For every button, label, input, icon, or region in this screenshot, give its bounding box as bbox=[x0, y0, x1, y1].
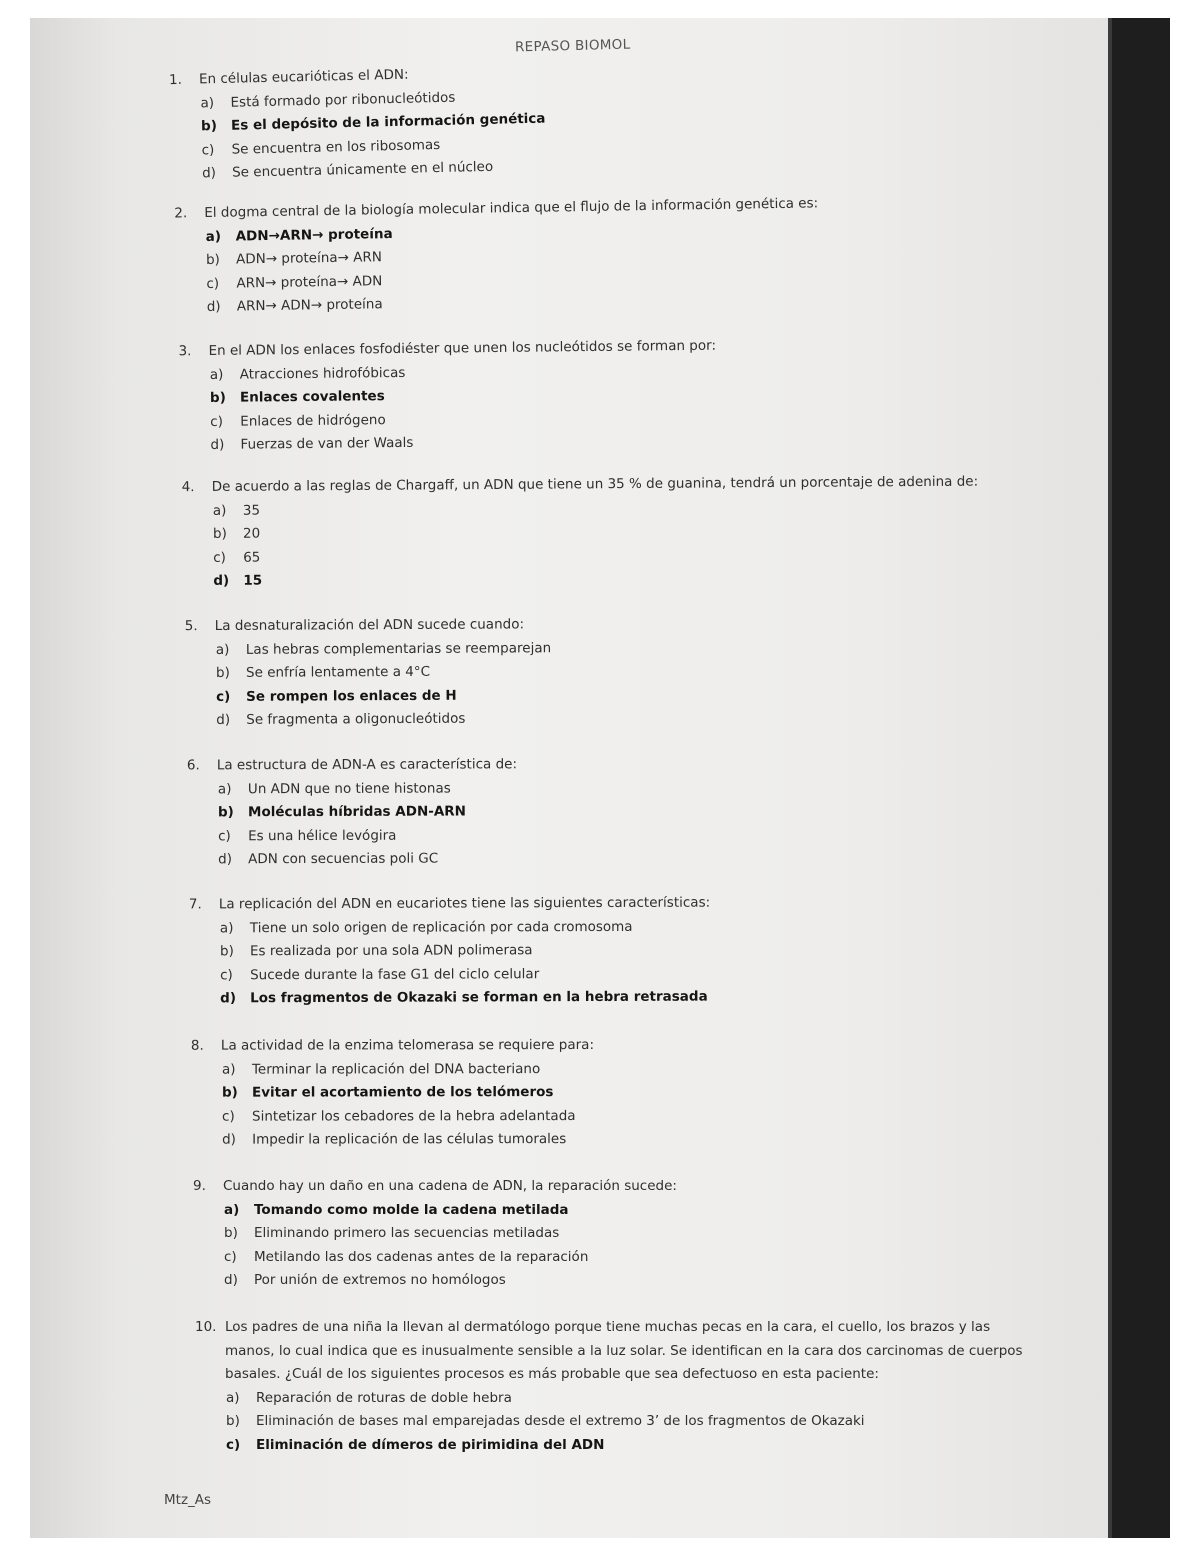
option-letter: a) bbox=[219, 919, 234, 936]
option-text: Metilando las dos cadenas antes de la reparación bbox=[254, 1248, 589, 1265]
option-letter: d) bbox=[201, 165, 217, 182]
option-text: ADN con secuencias poli GC bbox=[248, 850, 439, 868]
option-letter: d) bbox=[206, 298, 221, 315]
option-letter: b) bbox=[215, 664, 230, 681]
option-text: Enlaces de hidrógeno bbox=[240, 411, 386, 430]
question-7 bbox=[189, 891, 1009, 1011]
question-text: En células eucarióticas el ADN: bbox=[198, 66, 409, 88]
option-text: Se encuentra en los ribosomas bbox=[231, 136, 441, 158]
question-10 bbox=[195, 1316, 1025, 1457]
page-title: REPASO BIOMOL bbox=[514, 36, 631, 56]
option-letter: c) bbox=[216, 688, 231, 705]
option-text: 65 bbox=[243, 549, 261, 566]
option-9d bbox=[224, 1269, 1013, 1293]
option-letter: a) bbox=[224, 1201, 240, 1218]
option-text: Moléculas híbridas ADN-ARN bbox=[247, 803, 467, 821]
option-text: Tomando como molde la cadena metilada bbox=[254, 1201, 569, 1218]
option-9c bbox=[224, 1246, 1013, 1270]
option-text: Es una hélice levógira bbox=[248, 827, 397, 844]
option-8a bbox=[222, 1057, 1011, 1082]
question-number: 10. bbox=[195, 1319, 217, 1335]
option-letter: c) bbox=[222, 1108, 235, 1125]
option-9b bbox=[224, 1222, 1013, 1246]
option-text: Es realizada por una sola ADN polimerasa bbox=[249, 942, 533, 960]
question-6 bbox=[187, 752, 1007, 872]
option-9a bbox=[224, 1199, 1013, 1223]
option-8c bbox=[222, 1104, 1011, 1129]
option-letter: c) bbox=[213, 549, 226, 566]
option-letter: d) bbox=[216, 711, 231, 728]
option-letter: d) bbox=[213, 572, 230, 589]
question-5 bbox=[185, 611, 1006, 733]
question-number: 4. bbox=[181, 479, 195, 496]
option-letter: a) bbox=[209, 366, 224, 383]
option-text: 20 bbox=[242, 525, 261, 542]
option-letter: a) bbox=[215, 641, 230, 658]
option-6b bbox=[218, 799, 1007, 825]
question-text: La replicación del ADN en eucariotes tiene las siguientes características: bbox=[218, 894, 711, 913]
option-letter: d) bbox=[224, 1272, 238, 1288]
option-text: Reparación de roturas de doble hebra bbox=[256, 1389, 512, 1406]
option-7a bbox=[220, 914, 1009, 940]
question-2 bbox=[174, 190, 996, 320]
option-letter: c) bbox=[224, 1248, 237, 1265]
option-7c bbox=[220, 961, 1009, 987]
option-6c bbox=[218, 822, 1007, 848]
option-letter: a) bbox=[205, 228, 222, 245]
option-text: Las hebras complementarias se reemparejan bbox=[245, 639, 552, 658]
option-letter: c) bbox=[220, 966, 233, 983]
option-text: ARN→ proteína→ ADN bbox=[236, 272, 383, 291]
option-letter: a) bbox=[217, 780, 232, 797]
option-10b bbox=[226, 1410, 1025, 1434]
option-8b bbox=[222, 1080, 1011, 1105]
question-8 bbox=[191, 1033, 1011, 1152]
option-7d bbox=[220, 985, 1009, 1011]
question-4 bbox=[182, 470, 1083, 594]
option-4d bbox=[213, 564, 1082, 594]
option-letter: a) bbox=[200, 94, 215, 111]
option-letter: c) bbox=[218, 827, 231, 844]
question-text: Los padres de una niña la llevan al dermatólogo porque tiene muchas pecas en la cara, el cuello, los brazos y las manos, lo cual indica que es inusualmente sensible a la luz solar. Se identifican en la cara dos carcinomas de cuerpos basales. ¿Cuál de los siguientes procesos es más probable que sea defectuoso en esta paciente: bbox=[225, 1319, 1023, 1382]
option-text: Eliminación de bases mal emparejadas desde el extremo 3’ de los fragmentos de Okazaki bbox=[256, 1413, 865, 1429]
question-text: El dogma central de la biología molecular indica que el flujo de la información genética es: bbox=[204, 195, 819, 221]
question-text: Cuando hay un daño en una cadena de ADN, la reparación sucede: bbox=[223, 1178, 677, 1194]
option-letter: b) bbox=[224, 1225, 238, 1241]
option-text: ARN→ ADN→ proteína bbox=[236, 296, 383, 315]
option-text: Atracciones hidrofóbicas bbox=[239, 364, 406, 383]
option-text: Eliminación de dímeros de pirimidina del ADN bbox=[256, 1436, 605, 1453]
option-text: Un ADN que no tiene histonas bbox=[247, 780, 451, 797]
option-letter: a) bbox=[221, 1061, 236, 1078]
question-number: 3. bbox=[178, 343, 192, 360]
option-text: Enlaces covalentes bbox=[239, 388, 385, 406]
question-number: 9. bbox=[193, 1178, 206, 1194]
option-6d bbox=[218, 846, 1007, 872]
option-letter: a) bbox=[212, 502, 227, 519]
question-number: 7. bbox=[188, 896, 202, 913]
paper-sheet bbox=[30, 18, 1108, 1538]
option-text: Se enfría lentamente a 4°C bbox=[245, 663, 431, 681]
option-text: Es el depósito de la información genética bbox=[230, 110, 546, 134]
option-letter: d) bbox=[218, 851, 233, 868]
option-text: Los fragmentos de Okazaki se forman en la hebra retrasada bbox=[250, 988, 708, 1007]
question-number: 6. bbox=[186, 757, 200, 774]
option-letter: b) bbox=[209, 389, 226, 406]
option-text: Eliminando primero las secuencias metiladas bbox=[254, 1225, 560, 1241]
option-text: 35 bbox=[242, 502, 261, 519]
option-text: Por unión de extremos no homólogos bbox=[254, 1272, 506, 1288]
option-text: Sucede durante la fase G1 del ciclo celular bbox=[250, 965, 540, 983]
option-letter: b) bbox=[226, 1413, 240, 1429]
option-text: Se rompen los enlaces de H bbox=[246, 687, 457, 705]
option-5d bbox=[216, 705, 1005, 733]
option-letter: b) bbox=[205, 251, 221, 268]
option-text: Se encuentra únicamente en el núcleo bbox=[231, 158, 494, 181]
option-letter: b) bbox=[217, 804, 234, 821]
option-letter: a) bbox=[226, 1389, 240, 1406]
option-letter: b) bbox=[212, 525, 227, 542]
question-1 bbox=[169, 51, 971, 187]
option-text: Fuerzas de van der Waals bbox=[240, 434, 414, 453]
question-number: 2. bbox=[174, 205, 188, 222]
question-number: 8. bbox=[190, 1037, 204, 1054]
option-text: Impedir la replicación de las células tumorales bbox=[252, 1131, 567, 1148]
question-text: En el ADN los enlaces fosfodiéster que unen los nucleótidos se forman por: bbox=[208, 337, 717, 359]
option-letter: d) bbox=[220, 990, 237, 1007]
option-letter: d) bbox=[210, 436, 225, 453]
option-text: Sintetizar los cebadores de la hebra adelantada bbox=[252, 1107, 576, 1125]
option-7b bbox=[220, 938, 1009, 964]
question-text: La estructura de ADN-A es característica de: bbox=[216, 756, 518, 774]
option-10c bbox=[226, 1434, 1025, 1458]
option-text: ADN→ proteína→ ARN bbox=[235, 249, 383, 268]
option-text: Evitar el acortamiento de los telómeros bbox=[251, 1084, 554, 1101]
option-letter: b) bbox=[200, 118, 218, 135]
paper-edge bbox=[1108, 18, 1112, 1538]
option-text: Está formado por ribonucleótidos bbox=[230, 89, 456, 111]
option-10a bbox=[226, 1387, 1025, 1411]
option-text: Tiene un solo origen de replicación por cada cromosoma bbox=[249, 918, 633, 936]
option-letter: b) bbox=[219, 943, 234, 960]
option-text: Terminar la replicación del DNA bacteriano bbox=[251, 1060, 541, 1078]
footer-signature: Mtz_As bbox=[164, 1492, 212, 1508]
option-letter: c) bbox=[210, 413, 224, 430]
question-text: La actividad de la enzima telomerasa se requiere para: bbox=[220, 1037, 595, 1054]
option-letter: c) bbox=[201, 141, 215, 158]
option-text: Se fragmenta a oligonucleótidos bbox=[246, 710, 466, 728]
question-3 bbox=[178, 332, 999, 458]
option-letter: b) bbox=[221, 1084, 238, 1101]
question-9 bbox=[193, 1175, 1013, 1293]
option-text: 15 bbox=[243, 572, 263, 589]
option-text: ADN→ARN→ proteína bbox=[235, 225, 393, 244]
question-text: De acuerdo a las reglas de Chargaff, un ADN que tiene un 35 % de guanina, tendrá un porcentaje de adenina de: bbox=[211, 473, 979, 495]
option-letter: d) bbox=[222, 1131, 236, 1148]
option-letter: c) bbox=[206, 275, 220, 292]
option-letter: c) bbox=[226, 1436, 241, 1453]
question-number: 1. bbox=[168, 71, 183, 89]
question-number: 5. bbox=[184, 618, 198, 635]
option-8d bbox=[222, 1127, 1011, 1152]
option-6a bbox=[218, 775, 1007, 801]
question-text: La desnaturalización del ADN sucede cuando: bbox=[214, 616, 525, 634]
